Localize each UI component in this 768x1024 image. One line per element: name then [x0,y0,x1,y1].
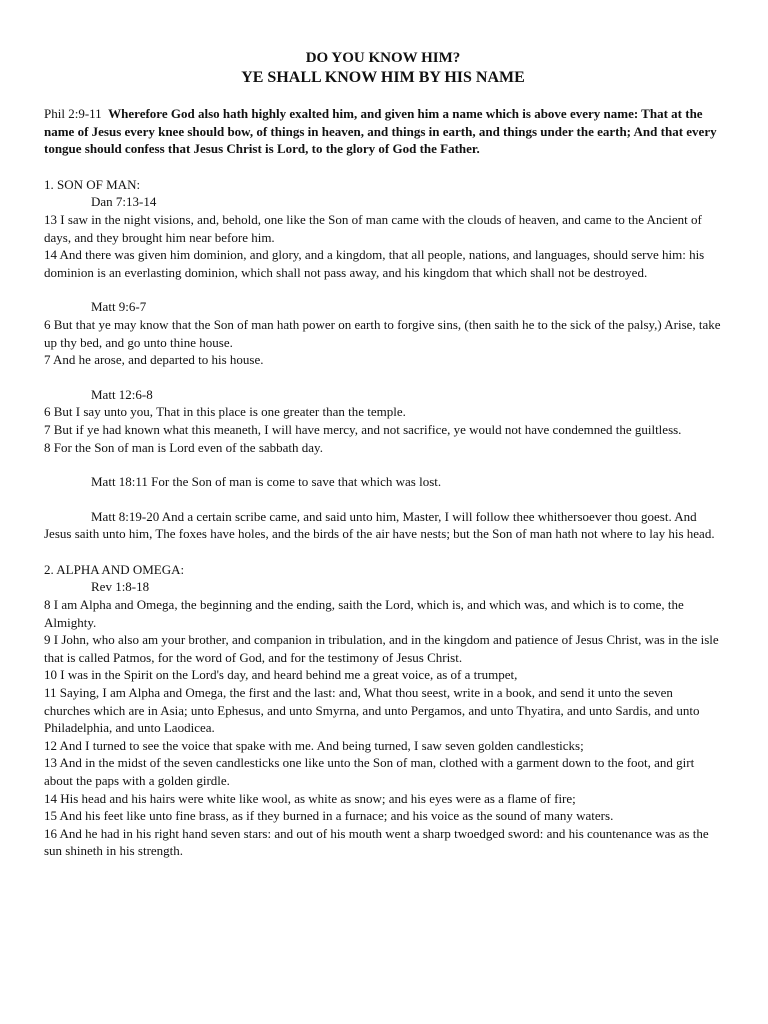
verse-rev-10: 10 I was in the Spirit on the Lord's day, and heard behind me a great voice, as of a trumpet, [44,667,518,683]
verse-matt8: Matt 8:19-20 And a certain scribe came, and said unto him, Master, I will follow thee whithersoever thou goest. And Jesus saith unto him, The foxes have holes, and the birds of the air have nests; but the Son of man hath not where to lay his head. [44,508,715,542]
verse-matt12-8: 8 For the Son of man is Lord even of the sabbath day. [44,439,323,455]
intro-reference: Phil 2:9-11 [44,106,102,121]
reference-matt9: Matt 9:6-7 [91,299,147,315]
block-matt12 [44,386,722,456]
verse-dan-14: 14 And there was given him dominion, and glory, and a kingdom, that all people, nations, and languages, should serve him: his dominion is an everlasting dominion, which shall not pass away, and his kingdom that which shall not be destroyed. [44,247,705,280]
title-line-1: DO YOU KNOW HIM? [305,50,461,66]
verse-matt18: Matt 18:11 For the Son of man is come to save that which was lost. [91,474,442,490]
verse-matt12-7: 7 But if ye had known what this meaneth, I will have mercy, and not sacrifice, ye would not have condemned the guiltless. [44,421,682,437]
intro-text: Wherefore God also hath highly exalted him, and given him a name which is above every name: That at the name of Jesus every knee should bow, of things in heaven, and things in earth, and things under the earth; And that every tongue should confess that Jesus Christ is Lord, to the glory of God the Father. [44,106,717,157]
verse-rev-9: 9 I John, who also am your brother, and companion in tribulation, and in the kingdom and patience of Jesus Christ, was in the isle that is called Patmos, for the word of God, and for the testimony of Jesus Christ. [44,632,719,665]
verse-rev-15: 15 And his feet like unto fine brass, as if they burned in a furnace; and his voice as the sound of many waters. [44,808,614,824]
block-matt18 [44,473,722,491]
reference-matt12: Matt 12:6-8 [91,386,153,402]
reference-rev: Rev 1:8-18 [91,579,150,595]
verse-rev-11: 11 Saying, I am Alpha and Omega, the first and the last: and, What thou seest, write in a book, and send it unto the seven churches which are in Asia; unto Ephesus, and unto Smyrna, and unto Pergamos, and unto Thyatira, and unto Sardis, and unto Philadelphia, and unto Laodicea. [44,685,700,736]
verse-rev-14: 14 His head and his hairs were white like wool, as white as snow; and his eyes were as a flame of fire; [44,790,576,806]
verse-rev-8: 8 I am Alpha and Omega, the beginning and the ending, saith the Lord, which is, and which was, and which is to come, the Almighty. [44,597,684,630]
section-alpha-omega [44,561,722,860]
block-matt9 [44,298,722,368]
document-body [44,49,722,860]
reference-dan: Dan 7:13-14 [91,194,157,210]
title-line-2: YE SHALL KNOW HIM BY HIS NAME [241,69,525,86]
verse-matt12-6: 6 But I say unto you, That in this place is one greater than the temple. [44,404,406,420]
verse-rev-13: 13 And in the midst of the seven candlesticks one like unto the Son of man, clothed with a garment down to the foot, and girt about the paps with a golden girdle. [44,755,695,788]
verse-dan-13: 13 I saw in the night visions, and, behold, one like the Son of man came with the clouds of heaven, and came to the Ancient of days, and they brought him near before him. [44,211,702,245]
intro-paragraph [44,105,722,158]
section-son-of-man [44,176,722,543]
section-heading-1: 1. SON OF MAN: [44,176,141,192]
verse-matt9-6: 6 But that ye may know that the Son of man hath power on earth to forgive sins, (then saith he to the sick of the palsy,) Arise, take up thy bed, and go unto thine house. [44,316,721,350]
verse-rev-12: 12 And I turned to see the voice that spake with me. And being turned, I saw seven golden candlesticks; [44,737,584,753]
verse-rev-16: 16 And he had in his right hand seven stars: and out of his mouth went a sharp twoedged sword: and his countenance was as the sun shineth in his strength. [44,825,709,859]
verse-matt9-7: 7 And he arose, and departed to his house. [44,352,264,368]
block-matt8 [44,508,722,543]
section-heading-2: 2. ALPHA AND OMEGA: [44,561,185,577]
